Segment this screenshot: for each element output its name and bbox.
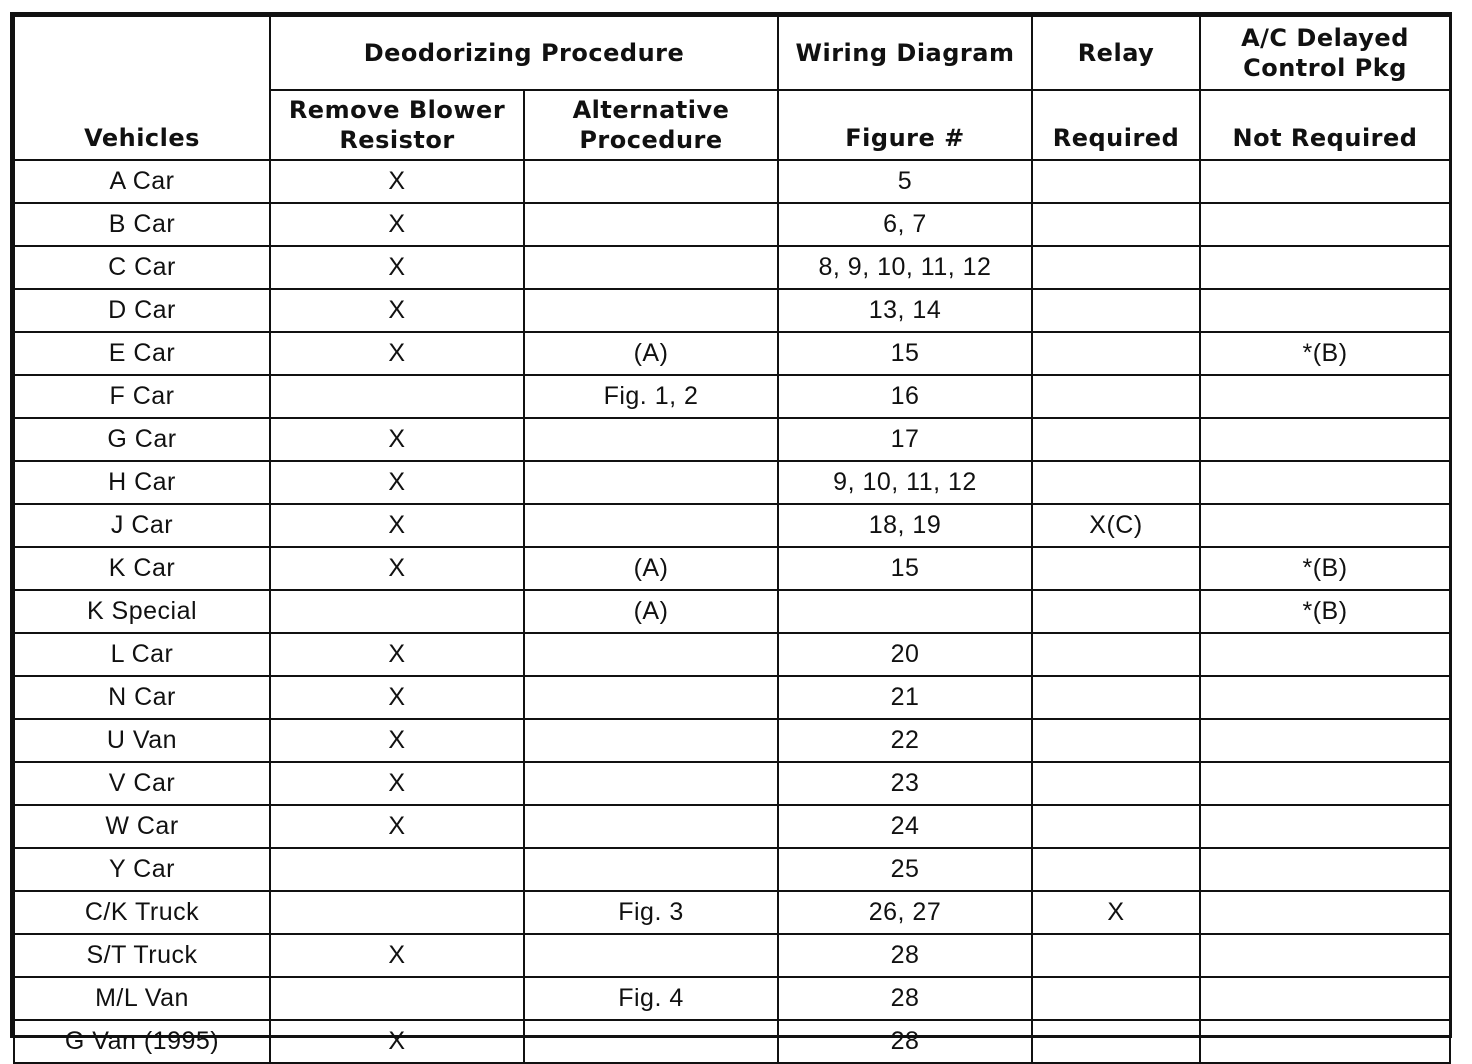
vehicle-cell: K Special: [14, 590, 270, 633]
vehicle-cell: D Car: [14, 289, 270, 332]
relay-cell: [1032, 418, 1200, 461]
relay-cell: [1032, 805, 1200, 848]
remove-blower-cell: X: [270, 418, 524, 461]
header-remove-blower-resistor: [270, 90, 524, 160]
alternative-cell: [524, 418, 778, 461]
table-row: [14, 633, 1450, 676]
header-vehicles: Vehicles: [14, 16, 270, 160]
table-row: [14, 203, 1450, 246]
ac-cell: [1200, 676, 1450, 719]
figure-cell: 23: [778, 762, 1032, 805]
remove-blower-cell: X: [270, 676, 524, 719]
vehicle-cell: H Car: [14, 461, 270, 504]
figure-cell: 15: [778, 332, 1032, 375]
relay-cell: [1032, 590, 1200, 633]
vehicle-cell: C/K Truck: [14, 891, 270, 934]
relay-cell: [1032, 719, 1200, 762]
relay-cell: [1032, 289, 1200, 332]
vehicle-cell: S/T Truck: [14, 934, 270, 977]
relay-cell: [1032, 762, 1200, 805]
ac-cell: [1200, 633, 1450, 676]
table-row: [14, 375, 1450, 418]
table-row: [14, 504, 1450, 547]
alternative-cell: Fig. 3: [524, 891, 778, 934]
vehicle-cell: Y Car: [14, 848, 270, 891]
vehicle-cell: W Car: [14, 805, 270, 848]
ac-cell: [1200, 160, 1450, 203]
figure-cell: 8, 9, 10, 11, 12: [778, 246, 1032, 289]
alternative-cell: [524, 461, 778, 504]
remove-blower-cell: [270, 848, 524, 891]
vehicle-cell: N Car: [14, 676, 270, 719]
table-row: [14, 246, 1450, 289]
remove-blower-cell: [270, 977, 524, 1020]
alternative-cell: [524, 719, 778, 762]
table-row: [14, 934, 1450, 977]
alternative-cell: [524, 676, 778, 719]
vehicle-cell: J Car: [14, 504, 270, 547]
table-row: [14, 805, 1450, 848]
vehicle-cell: L Car: [14, 633, 270, 676]
ac-cell: *(B): [1200, 547, 1450, 590]
vehicle-cell: F Car: [14, 375, 270, 418]
remove-blower-cell: X: [270, 805, 524, 848]
vehicle-cell: G Car: [14, 418, 270, 461]
alternative-cell: Fig. 4: [524, 977, 778, 1020]
ac-cell: [1200, 977, 1450, 1020]
remove-blower-cell: X: [270, 461, 524, 504]
figure-cell: 20: [778, 633, 1032, 676]
table-row: [14, 1020, 1450, 1063]
header-alt-line-2: Procedure: [579, 126, 723, 154]
relay-cell: [1032, 547, 1200, 590]
figure-cell: 28: [778, 1020, 1032, 1063]
alternative-cell: [524, 1020, 778, 1063]
remove-blower-cell: X: [270, 160, 524, 203]
vehicle-procedure-table-frame: [10, 12, 1452, 1055]
table-row: [14, 977, 1450, 1020]
relay-cell: [1032, 934, 1200, 977]
header-wiring-diagram: Wiring Diagram: [778, 16, 1032, 90]
ac-cell: [1200, 805, 1450, 848]
remove-blower-cell: [270, 590, 524, 633]
ac-cell: [1200, 891, 1450, 934]
figure-cell: 18, 19: [778, 504, 1032, 547]
table-row: [14, 590, 1450, 633]
header-remove-line-2: Resistor: [339, 126, 455, 154]
relay-cell: [1032, 203, 1200, 246]
table-row: [14, 547, 1450, 590]
relay-cell: [1032, 848, 1200, 891]
header-relay-required: Required: [1032, 90, 1200, 160]
relay-cell: [1032, 246, 1200, 289]
table-row: [14, 418, 1450, 461]
remove-blower-cell: X: [270, 633, 524, 676]
vehicle-cell: B Car: [14, 203, 270, 246]
ac-cell: [1200, 504, 1450, 547]
alternative-cell: Fig. 1, 2: [524, 375, 778, 418]
remove-blower-cell: X: [270, 719, 524, 762]
vehicle-cell: E Car: [14, 332, 270, 375]
header-alternative-procedure: [524, 90, 778, 160]
header-figure-number: Figure #: [778, 90, 1032, 160]
alternative-cell: [524, 848, 778, 891]
table-row: [14, 461, 1450, 504]
remove-blower-cell: X: [270, 504, 524, 547]
remove-blower-cell: X: [270, 332, 524, 375]
header-ac-line-2: Control Pkg: [1243, 54, 1407, 82]
header-remove-line-1: Remove Blower: [288, 96, 506, 124]
figure-cell: 13, 14: [778, 289, 1032, 332]
alternative-cell: [524, 289, 778, 332]
table-row: [14, 891, 1450, 934]
relay-cell: [1032, 375, 1200, 418]
ac-cell: [1200, 246, 1450, 289]
remove-blower-cell: X: [270, 762, 524, 805]
figure-cell: 28: [778, 977, 1032, 1020]
alternative-cell: [524, 504, 778, 547]
figure-cell: 24: [778, 805, 1032, 848]
remove-blower-cell: X: [270, 547, 524, 590]
ac-cell: *(B): [1200, 590, 1450, 633]
remove-blower-cell: X: [270, 934, 524, 977]
ac-cell: [1200, 719, 1450, 762]
ac-cell: [1200, 934, 1450, 977]
vehicle-cell: G Van (1995): [14, 1020, 270, 1063]
figure-cell: 22: [778, 719, 1032, 762]
alternative-cell: (A): [524, 332, 778, 375]
relay-cell: [1032, 676, 1200, 719]
figure-cell: 5: [778, 160, 1032, 203]
figure-cell: 28: [778, 934, 1032, 977]
table-row: [14, 160, 1450, 203]
figure-cell: 21: [778, 676, 1032, 719]
alternative-cell: [524, 203, 778, 246]
alternative-cell: (A): [524, 547, 778, 590]
vehicle-cell: V Car: [14, 762, 270, 805]
vehicle-cell: C Car: [14, 246, 270, 289]
relay-cell: [1032, 461, 1200, 504]
ac-cell: [1200, 418, 1450, 461]
table-row: [14, 676, 1450, 719]
figure-cell: [778, 590, 1032, 633]
ac-cell: *(B): [1200, 332, 1450, 375]
alternative-cell: [524, 160, 778, 203]
figure-cell: 15: [778, 547, 1032, 590]
alternative-cell: [524, 805, 778, 848]
header-relay: Relay: [1032, 16, 1200, 90]
relay-cell: [1032, 1020, 1200, 1063]
vehicle-cell: K Car: [14, 547, 270, 590]
remove-blower-cell: X: [270, 203, 524, 246]
relay-cell: [1032, 160, 1200, 203]
figure-cell: 16: [778, 375, 1032, 418]
alternative-cell: [524, 934, 778, 977]
ac-cell: [1200, 375, 1450, 418]
ac-cell: [1200, 1020, 1450, 1063]
header-alt-line-1: Alternative: [572, 96, 730, 124]
table-row: [14, 762, 1450, 805]
relay-cell: [1032, 332, 1200, 375]
remove-blower-cell: [270, 891, 524, 934]
header-ac-line-1: A/C Delayed: [1241, 24, 1409, 52]
figure-cell: 26, 27: [778, 891, 1032, 934]
alternative-cell: [524, 246, 778, 289]
figure-cell: 25: [778, 848, 1032, 891]
header-ac-delayed-control-pkg: [1200, 16, 1450, 90]
remove-blower-cell: X: [270, 289, 524, 332]
table-row: [14, 289, 1450, 332]
figure-cell: 17: [778, 418, 1032, 461]
ac-cell: [1200, 762, 1450, 805]
table-row: [14, 848, 1450, 891]
remove-blower-cell: X: [270, 1020, 524, 1063]
header-not-required: Not Required: [1200, 90, 1450, 160]
alternative-cell: [524, 633, 778, 676]
alternative-cell: [524, 762, 778, 805]
alternative-cell: (A): [524, 590, 778, 633]
figure-cell: 6, 7: [778, 203, 1032, 246]
ac-cell: [1200, 848, 1450, 891]
figure-cell: 9, 10, 11, 12: [778, 461, 1032, 504]
vehicle-cell: A Car: [14, 160, 270, 203]
relay-cell: X(C): [1032, 504, 1200, 547]
header-deodorizing-procedure: Deodorizing Procedure: [270, 16, 778, 90]
vehicle-cell: M/L Van: [14, 977, 270, 1020]
ac-cell: [1200, 461, 1450, 504]
ac-cell: [1200, 203, 1450, 246]
vehicle-procedure-table: [13, 15, 1451, 1064]
table-row: [14, 332, 1450, 375]
relay-cell: [1032, 633, 1200, 676]
ac-cell: [1200, 289, 1450, 332]
vehicle-cell: U Van: [14, 719, 270, 762]
relay-cell: X: [1032, 891, 1200, 934]
table-row: [14, 719, 1450, 762]
remove-blower-cell: X: [270, 246, 524, 289]
remove-blower-cell: [270, 375, 524, 418]
relay-cell: [1032, 977, 1200, 1020]
